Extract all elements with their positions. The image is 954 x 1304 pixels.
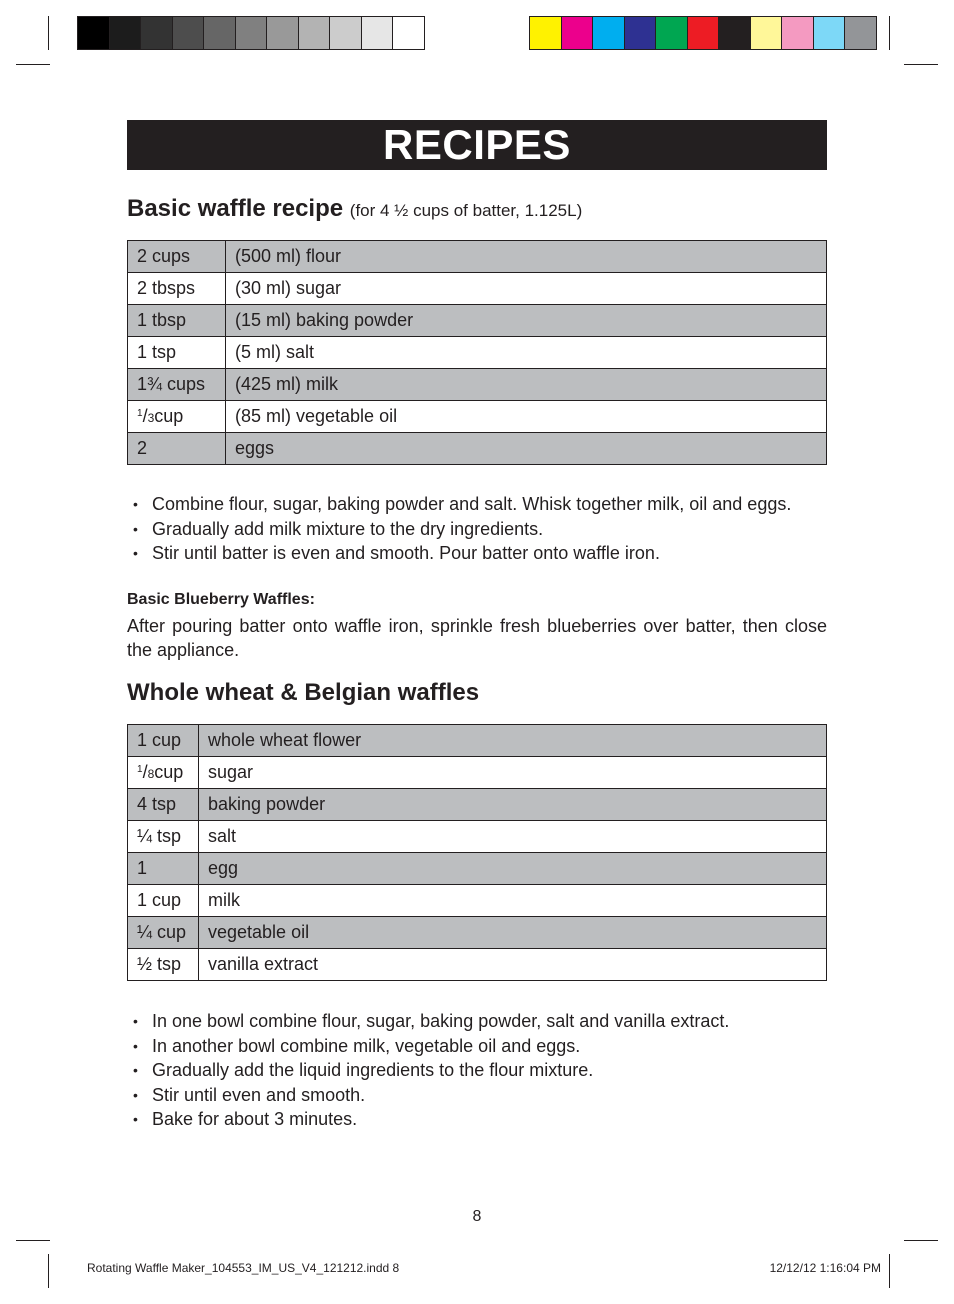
- table-row: [128, 949, 827, 981]
- list-item: • Combine flour, sugar, baking powder and salt. Whisk together milk, oil and eggs.: [127, 492, 827, 517]
- ingredient-cell: (5 ml) salt: [226, 337, 827, 369]
- quantity-cell: 4 tsp: [128, 789, 199, 821]
- ingredient-cell: salt: [199, 821, 827, 853]
- crop-mark: [48, 1254, 49, 1288]
- basic-waffle-ingredients-table: [127, 240, 827, 465]
- color-swatch: [330, 17, 362, 49]
- color-swatch: [656, 17, 688, 49]
- table-row: [128, 725, 827, 757]
- ingredient-cell: (30 ml) sugar: [226, 273, 827, 305]
- fraction-numerator: 1: [137, 764, 143, 775]
- ingredient-cell: (500 ml) flour: [226, 241, 827, 273]
- color-swatch: [530, 17, 562, 49]
- color-swatch: [593, 17, 625, 49]
- ingredient-cell: vanilla extract: [199, 949, 827, 981]
- fraction-numerator: 1: [137, 408, 143, 419]
- quantity-cell: 1 tsp: [128, 337, 226, 369]
- quantity-cell: ¼ cup: [128, 917, 199, 949]
- file-slug: Rotating Waffle Maker_104553_IM_US_V4_121212.indd 8: [87, 1261, 400, 1275]
- color-swatch: [236, 17, 268, 49]
- quantity-cell: 1: [128, 853, 199, 885]
- color-swatch: [782, 17, 814, 49]
- table-row: [128, 241, 827, 273]
- basic-waffle-steps: [127, 492, 827, 566]
- color-swatch: [688, 17, 720, 49]
- timestamp-slug: 12/12/12 1:16:04 PM: [769, 1261, 881, 1275]
- quantity-unit: cup: [154, 762, 184, 782]
- color-swatch: [141, 17, 173, 49]
- color-swatch: [78, 17, 110, 49]
- blueberry-variant-text: After pouring batter onto waffle iron, sprinkle fresh blueberries over batter, then close the appliance.: [127, 616, 827, 660]
- table-row: [128, 885, 827, 917]
- color-swatch: [110, 17, 142, 49]
- page-title: RECIPES: [127, 120, 827, 170]
- crop-mark: [904, 64, 938, 65]
- ingredient-cell: egg: [199, 853, 827, 885]
- section-heading-basic-waffle: [127, 195, 582, 223]
- crop-mark: [48, 16, 49, 50]
- quantity-cell: 1 cup: [128, 725, 199, 757]
- list-item: • In another bowl combine milk, vegetable oil and eggs.: [127, 1034, 827, 1059]
- ingredient-cell: (425 ml) milk: [226, 369, 827, 401]
- table-row: [128, 917, 827, 949]
- color-swatch: [362, 17, 394, 49]
- color-swatch: [204, 17, 236, 49]
- page-number: 8: [472, 1208, 482, 1225]
- table-row: [128, 433, 827, 465]
- list-item: • In one bowl combine flour, sugar, baking powder, salt and vanilla extract.: [127, 1009, 827, 1034]
- section-subheading: (for 4 ½ cups of batter, 1.125L): [349, 201, 583, 220]
- quantity-cell: ½ tsp: [128, 949, 199, 981]
- color-swatch: [267, 17, 299, 49]
- table-row: [128, 337, 827, 369]
- table-row: [128, 401, 827, 433]
- color-swatch: [814, 17, 846, 49]
- quantity-cell: $^1$/3cup: [128, 401, 226, 433]
- quantity-cell: $^1$/8cup: [128, 757, 199, 789]
- color-swatch: [393, 17, 424, 49]
- section-heading-text: Basic waffle recipe: [127, 195, 344, 222]
- table-row: [128, 757, 827, 789]
- crop-mark: [16, 1240, 50, 1241]
- fraction-denominator: 8: [147, 767, 155, 781]
- ingredient-cell: whole wheat flower: [199, 725, 827, 757]
- color-swatch: [299, 17, 331, 49]
- ingredient-cell: eggs: [226, 433, 827, 465]
- color-swatch: [845, 17, 876, 49]
- table-row: [128, 853, 827, 885]
- ingredient-cell: sugar: [199, 757, 827, 789]
- ingredient-cell: (85 ml) vegetable oil: [226, 401, 827, 433]
- process-color-bar: [529, 16, 877, 50]
- list-item: • Stir until batter is even and smooth. Pour batter onto waffle iron.: [127, 541, 827, 566]
- table-row: [128, 273, 827, 305]
- table-row: [128, 305, 827, 337]
- crop-mark: [889, 1254, 890, 1288]
- crop-mark: [904, 1240, 938, 1241]
- list-item: • Bake for about 3 minutes.: [127, 1107, 827, 1132]
- color-swatch: [173, 17, 205, 49]
- quantity-cell: ¼ tsp: [128, 821, 199, 853]
- quantity-cell: 1 cup: [128, 885, 199, 917]
- ingredient-cell: (15 ml) baking powder: [226, 305, 827, 337]
- section-heading-whole-wheat: Whole wheat & Belgian waffles: [127, 679, 480, 706]
- quantity-cell: 1 tbsp: [128, 305, 226, 337]
- table-row: [128, 369, 827, 401]
- quantity-unit: cup: [154, 406, 184, 426]
- table-row: [128, 789, 827, 821]
- list-item: • Gradually add the liquid ingredients to the flour mixture.: [127, 1058, 827, 1083]
- table-row: [128, 821, 827, 853]
- whole-wheat-ingredients-table: [127, 724, 827, 981]
- ingredient-cell: milk: [199, 885, 827, 917]
- fraction-denominator: 3: [147, 411, 155, 425]
- grayscale-color-bar: [77, 16, 425, 50]
- color-swatch: [562, 17, 594, 49]
- list-item: • Gradually add milk mixture to the dry ingredients.: [127, 517, 827, 542]
- crop-mark: [889, 16, 890, 50]
- whole-wheat-steps: [127, 1009, 827, 1132]
- ingredient-cell: vegetable oil: [199, 917, 827, 949]
- color-swatch: [625, 17, 657, 49]
- color-swatch: [719, 17, 751, 49]
- blueberry-variant-label: Basic Blueberry Waffles:: [127, 591, 315, 608]
- quantity-cell: 2: [128, 433, 226, 465]
- ingredient-cell: baking powder: [199, 789, 827, 821]
- quantity-cell: 2 cups: [128, 241, 226, 273]
- list-item: • Stir until even and smooth.: [127, 1083, 827, 1108]
- crop-mark: [16, 64, 50, 65]
- color-swatch: [751, 17, 783, 49]
- quantity-cell: 1¾ cups: [128, 369, 226, 401]
- quantity-cell: 2 tbsps: [128, 273, 226, 305]
